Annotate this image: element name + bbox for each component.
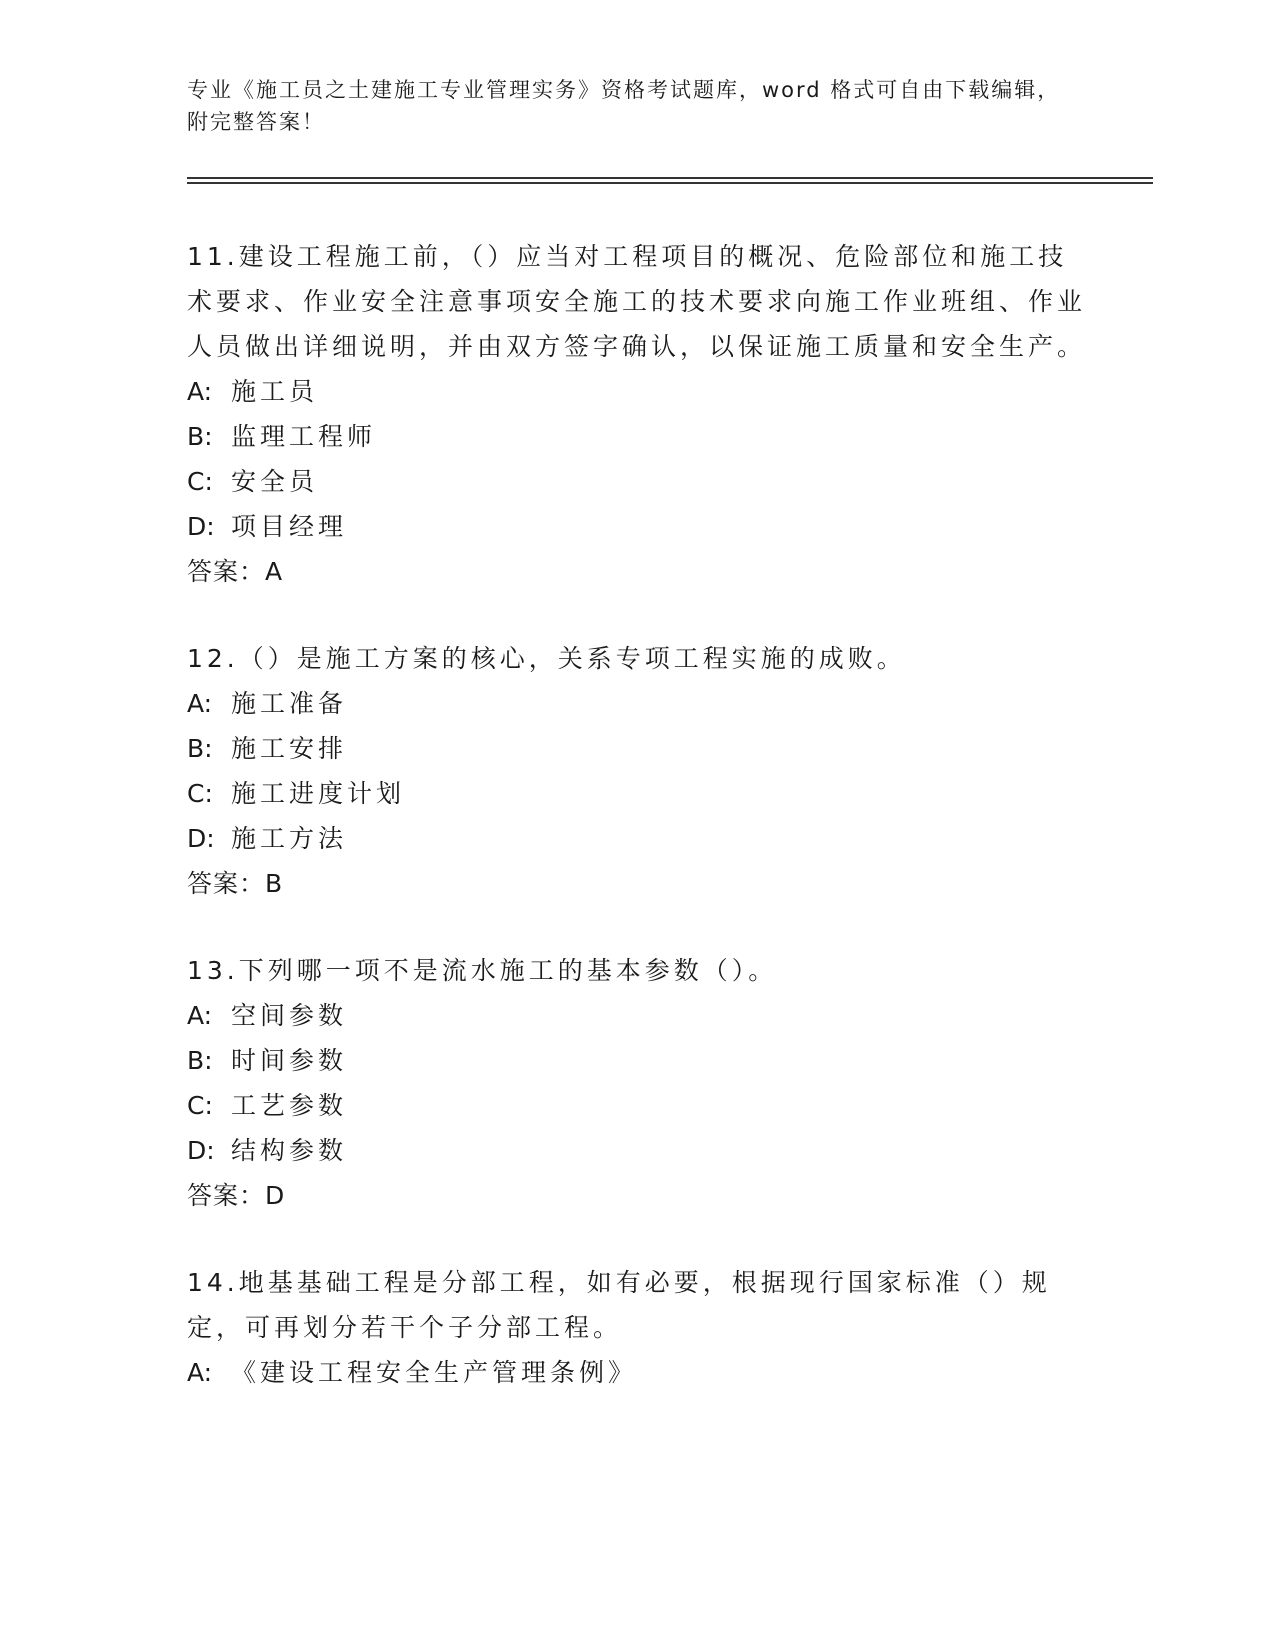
option-text: 时间参数 — [231, 1046, 348, 1075]
option-b — [187, 414, 1087, 459]
option-text: 施工进度计划 — [231, 779, 406, 808]
option-d — [187, 816, 1087, 861]
question-list — [187, 234, 1087, 1437]
option-text: 安全员 — [231, 467, 319, 496]
option-letter: A: — [187, 1358, 213, 1387]
option-d — [187, 1128, 1087, 1173]
question-text: 14.地基基础工程是分部工程，如有必要，根据现行国家标准（）规定，可再划分若干个子分部工程。 — [187, 1268, 1051, 1342]
option-letter: C: — [187, 779, 213, 808]
option-letter: C: — [187, 1091, 213, 1120]
option-letter: C: — [187, 467, 213, 496]
option-c — [187, 771, 1087, 816]
header-divider — [187, 177, 1153, 179]
option-text: 施工方法 — [231, 824, 348, 853]
option-c — [187, 1083, 1087, 1128]
option-a — [187, 369, 1087, 414]
option-text: 施工安排 — [231, 734, 348, 763]
option-text: 《建设工程安全生产管理条例》 — [231, 1358, 638, 1387]
option-letter: A: — [187, 689, 213, 718]
question-13 — [187, 948, 1087, 1218]
option-letter: B: — [187, 734, 213, 763]
option-b — [187, 1038, 1087, 1083]
question-12 — [187, 636, 1087, 906]
question-text: 11.建设工程施工前，（）应当对工程项目的概况、危险部位和施工技术要求、作业安全注意事项安全施工的技术要求向施工作业班组、作业人员做出详细说明，并由双方签字确认，以保证施工质量和安全生产。 — [187, 242, 1087, 361]
question-11 — [187, 234, 1087, 594]
option-text: 施工准备 — [231, 689, 348, 718]
option-text: 施工员 — [231, 377, 319, 406]
option-letter: B: — [187, 422, 213, 451]
question-14 — [187, 1260, 1087, 1395]
option-a — [187, 993, 1087, 1038]
header-divider-second-line — [187, 182, 1153, 184]
option-text: 结构参数 — [231, 1136, 348, 1165]
document-header: 专业《施工员之土建施工专业管理实务》资格考试题库，word 格式可自由下载编辑，附完整答案！ — [187, 78, 1061, 134]
option-a — [187, 681, 1087, 726]
answer-line: 答案：B — [187, 869, 284, 898]
option-text: 项目经理 — [231, 512, 348, 541]
option-letter: D: — [187, 824, 215, 853]
answer-line: 答案：A — [187, 557, 284, 586]
option-text: 空间参数 — [231, 1001, 348, 1030]
option-b — [187, 726, 1087, 771]
option-letter: D: — [187, 512, 215, 541]
option-a — [187, 1350, 1087, 1395]
option-d — [187, 504, 1087, 549]
question-text: 12.（）是施工方案的核心，关系专项工程实施的成败。 — [187, 644, 906, 673]
question-text: 13.下列哪一项不是流水施工的基本参数（）。 — [187, 956, 778, 985]
option-letter: B: — [187, 1046, 213, 1075]
option-letter: A: — [187, 377, 213, 406]
answer-line: 答案：D — [187, 1181, 286, 1210]
option-letter: A: — [187, 1001, 213, 1030]
option-c — [187, 459, 1087, 504]
option-text: 工艺参数 — [231, 1091, 348, 1120]
option-text: 监理工程师 — [231, 422, 377, 451]
option-letter: D: — [187, 1136, 215, 1165]
